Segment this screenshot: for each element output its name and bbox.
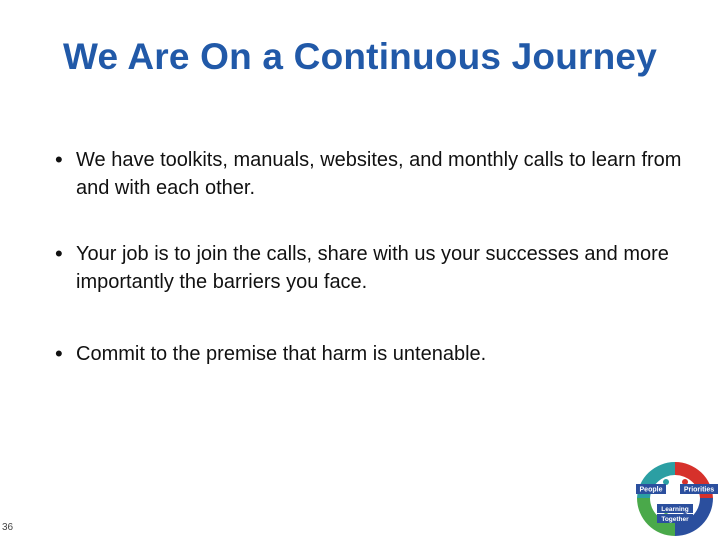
bullet-item	[50, 240, 690, 296]
logo-label-together: Together	[661, 516, 689, 523]
logo-label-learning: Learning	[661, 506, 689, 513]
bullet-text: Commit to the premise that harm is untenable.	[76, 343, 487, 365]
logo-label-people: People	[639, 486, 663, 494]
slide-title: We Are On a Continuous Journey	[63, 36, 657, 77]
people-priorities-logo	[630, 456, 720, 540]
bullet-item	[50, 340, 690, 368]
bullet-text: We have toolkits, manuals, websites, and monthly calls to learn from and with each other.	[76, 149, 682, 199]
bullet-text: Your job is to join the calls, share with us your successes and more importantly the barriers you face.	[76, 243, 669, 293]
bullet-item	[50, 146, 690, 202]
bullet-marker: •	[55, 241, 63, 266]
bullet-marker: •	[55, 341, 63, 366]
logo-center	[653, 476, 697, 520]
bullet-marker: •	[55, 147, 63, 172]
logo-label-priorities: Priorities	[683, 486, 715, 494]
page-number: 36	[2, 522, 14, 533]
